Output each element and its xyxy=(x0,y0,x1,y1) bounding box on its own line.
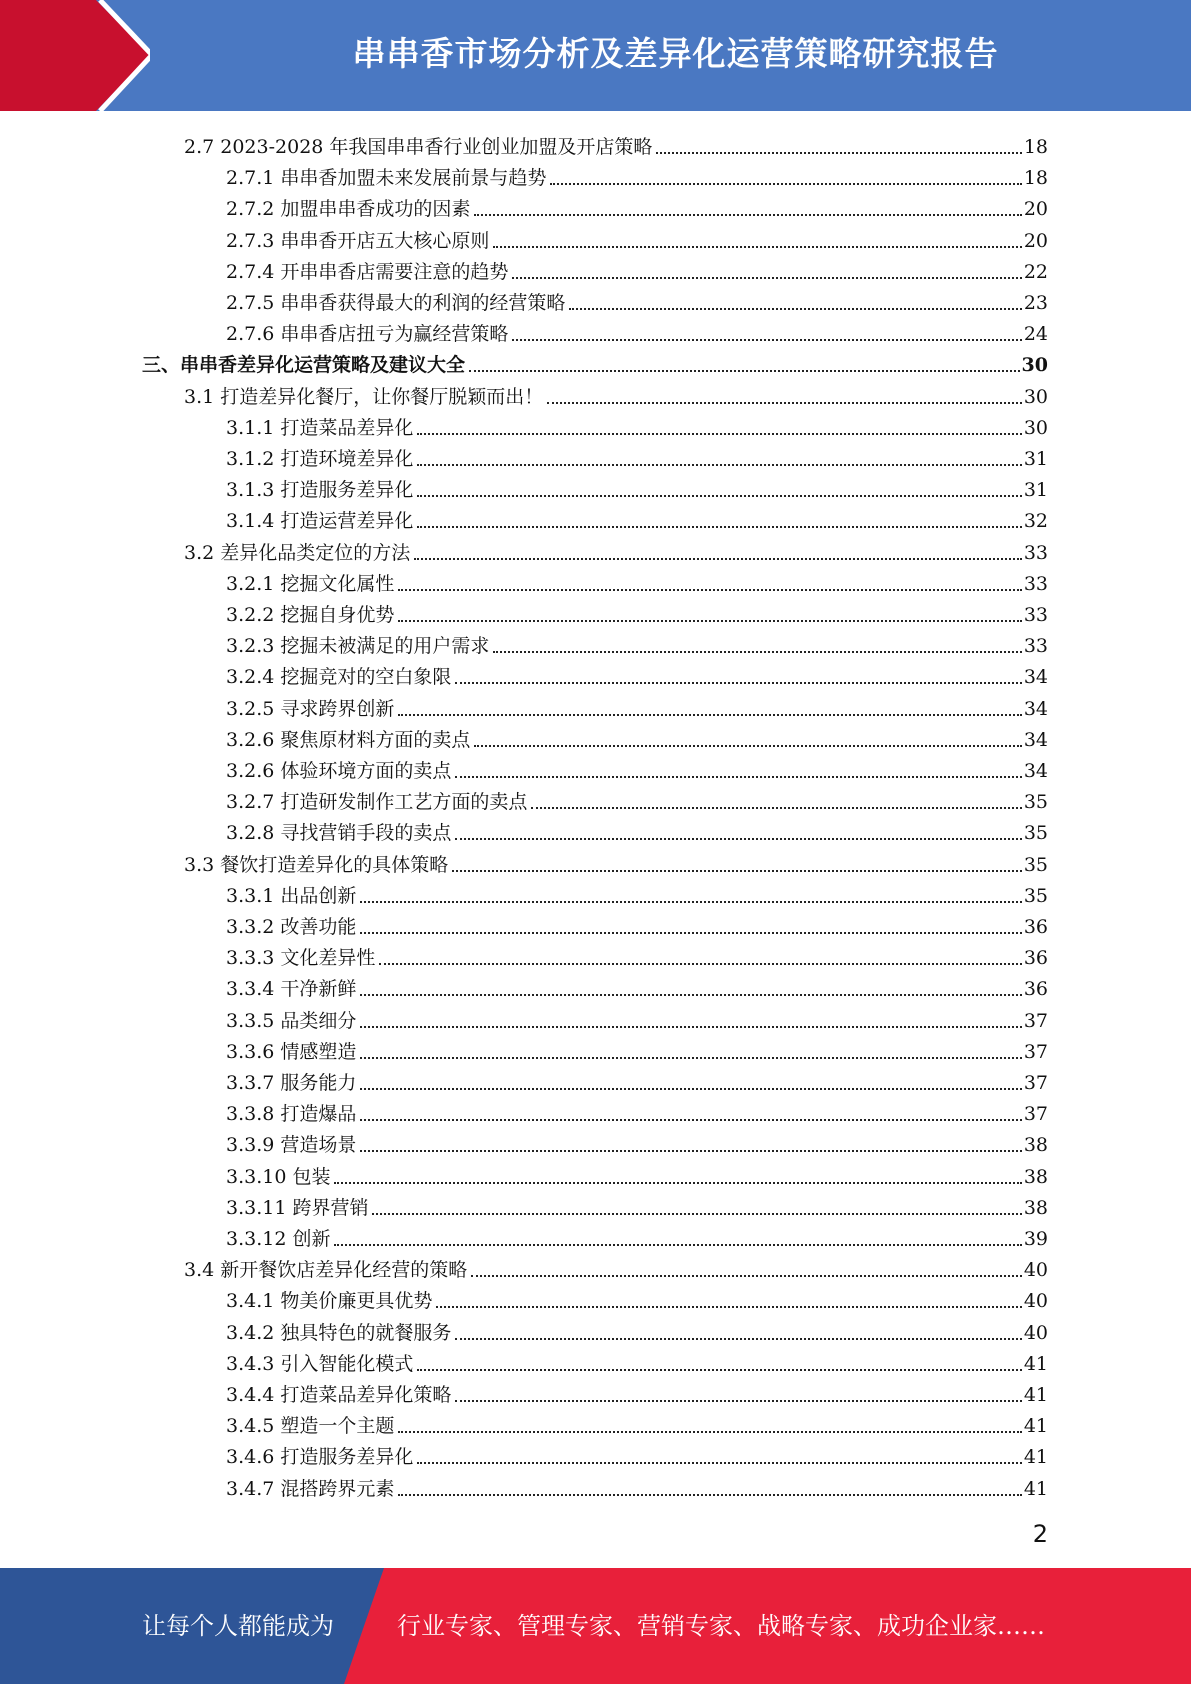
toc-entry-page: 18 xyxy=(1023,167,1048,190)
toc-dot-leader xyxy=(550,183,1021,185)
toc-dot-leader xyxy=(436,1306,1021,1308)
toc-entry-page: 37 xyxy=(1023,1103,1048,1126)
toc-entry[interactable] xyxy=(226,190,1048,221)
toc-entry-label: 3.1.1 打造菜品差异化 xyxy=(226,416,414,439)
toc-entry-page: 36 xyxy=(1023,947,1048,970)
toc-entry[interactable] xyxy=(184,846,1048,877)
toc-entry[interactable] xyxy=(226,1189,1048,1220)
toc-dot-leader xyxy=(360,1119,1021,1121)
toc-dot-leader xyxy=(360,994,1021,996)
toc-entry-page: 41 xyxy=(1023,1415,1048,1438)
toc-entry-page: 37 xyxy=(1023,1072,1048,1094)
toc-entry[interactable] xyxy=(226,1345,1048,1376)
toc-dot-leader xyxy=(512,339,1021,341)
toc-entry-label: 3.2.2 挖掘自身优势 xyxy=(226,604,395,626)
toc-entry-label: 3.1.2 打造环境差异化 xyxy=(226,448,414,470)
toc-dot-leader xyxy=(360,901,1021,903)
toc-dot-leader xyxy=(398,589,1021,591)
toc-entry[interactable] xyxy=(226,284,1048,315)
toc-entry-page: 37 xyxy=(1023,1040,1048,1063)
toc-dot-leader xyxy=(531,807,1021,809)
toc-dot-leader xyxy=(474,745,1021,747)
toc-dot-leader xyxy=(398,1494,1021,1496)
toc-entry-label: 3.2.6 体验环境方面的卖点 xyxy=(226,760,452,782)
toc-dot-leader xyxy=(512,277,1021,279)
toc-dot-leader xyxy=(398,1431,1021,1433)
toc-entry[interactable] xyxy=(226,315,1048,346)
toc-entry-label: 3.4.6 打造服务差异化 xyxy=(226,1446,414,1469)
toc-entry-page: 33 xyxy=(1023,635,1048,658)
toc-entry[interactable] xyxy=(226,565,1048,596)
toc-dot-leader xyxy=(414,558,1022,560)
toc-entry[interactable] xyxy=(226,596,1048,627)
toc-entry-label: 2.7.2 加盟串串香成功的因素 xyxy=(226,198,471,221)
toc-entry[interactable] xyxy=(226,253,1048,284)
toc-dot-leader xyxy=(360,932,1021,934)
toc-entry[interactable] xyxy=(226,1002,1048,1033)
toc-entry-label: 2.7.3 串串香开店五大核心原则 xyxy=(226,229,490,252)
toc-entry-label: 2.7.4 开串串香店需要注意的趋势 xyxy=(226,260,509,283)
toc-dot-leader xyxy=(569,308,1021,310)
toc-entry[interactable] xyxy=(226,1470,1048,1501)
toc-entry[interactable] xyxy=(226,409,1048,440)
toc-entry-label: 3.2.7 打造研发制作工艺方面的卖点 xyxy=(226,791,528,814)
toc-entry-label: 2.7.6 串串香店扭亏为赢经营策略 xyxy=(226,323,509,346)
toc-entry[interactable] xyxy=(184,128,1048,159)
toc-entry-page: 24 xyxy=(1023,323,1048,346)
toc-entry-page: 30 xyxy=(1023,385,1048,408)
toc-entry-page: 40 xyxy=(1023,1290,1048,1313)
toc-dot-leader xyxy=(360,1057,1021,1059)
toc-entry[interactable] xyxy=(226,752,1048,783)
toc-entry[interactable] xyxy=(184,534,1048,565)
toc-entry-label: 3.2.4 挖掘竞对的空白象限 xyxy=(226,666,452,689)
toc-entry-page: 31 xyxy=(1023,479,1048,502)
toc-entry-page: 40 xyxy=(1023,1259,1048,1282)
toc-entry-page: 40 xyxy=(1023,1321,1048,1344)
toc-entry-page: 22 xyxy=(1023,260,1048,283)
toc-entry-page: 41 xyxy=(1023,1446,1048,1469)
toc-entry-page: 30 xyxy=(1023,416,1048,439)
toc-dot-leader xyxy=(334,1244,1021,1246)
toc-entry[interactable] xyxy=(226,1282,1048,1313)
toc-dot-leader xyxy=(417,464,1021,466)
toc-entry-page: 34 xyxy=(1023,760,1048,782)
toc-entry[interactable] xyxy=(226,1158,1048,1189)
toc-entry[interactable] xyxy=(226,877,1048,908)
toc-dot-leader xyxy=(417,1462,1021,1464)
toc-entry-label: 3.4.3 引入智能化模式 xyxy=(226,1352,414,1375)
toc-entry-label: 3.3.7 服务能力 xyxy=(226,1072,357,1094)
toc-entry[interactable] xyxy=(226,1314,1048,1345)
toc-entry-label: 3.3.9 营造场景 xyxy=(226,1134,357,1157)
toc-entry-page: 33 xyxy=(1023,541,1048,564)
toc-entry[interactable] xyxy=(142,346,1048,377)
toc-entry[interactable] xyxy=(226,502,1048,533)
toc-dot-leader xyxy=(417,526,1021,528)
toc-entry-label: 3.3.12 创新 xyxy=(226,1228,331,1250)
toc-entry-label: 2.7.5 串串香获得最大的利润的经营策略 xyxy=(226,292,566,314)
toc-entry-page: 35 xyxy=(1023,791,1048,814)
toc-dot-leader xyxy=(474,214,1021,216)
toc-entry-page: 32 xyxy=(1023,510,1048,533)
toc-entry-label: 3.3.8 打造爆品 xyxy=(226,1103,357,1126)
toc-dot-leader xyxy=(398,714,1021,716)
toc-entry-page: 35 xyxy=(1023,822,1048,845)
toc-dot-leader xyxy=(469,370,1020,372)
toc-entry-label: 3.2.3 挖掘未被满足的用户需求 xyxy=(226,635,490,658)
toc-dot-leader xyxy=(656,152,1021,154)
toc-dot-leader xyxy=(417,433,1021,435)
toc-entry-label: 3.3.6 情感塑造 xyxy=(226,1040,357,1063)
toc-entry-page: 35 xyxy=(1023,884,1048,907)
toc-entry-label: 3.3.1 出品创新 xyxy=(226,884,357,907)
toc-entry-label: 3.3.4 干净新鲜 xyxy=(226,978,357,1001)
toc-entry-page: 41 xyxy=(1023,1352,1048,1375)
toc-entry-label: 3.4.4 打造菜品差异化策略 xyxy=(226,1384,452,1406)
toc-entry-label: 3.2.5 寻求跨界创新 xyxy=(226,697,395,720)
toc-entry-label: 3.2 差异化品类定位的方法 xyxy=(184,541,411,564)
toc-entry[interactable] xyxy=(226,939,1048,970)
toc-entry[interactable] xyxy=(226,1126,1048,1157)
toc-entry[interactable] xyxy=(226,970,1048,1001)
toc-entry[interactable] xyxy=(184,378,1048,409)
toc-entry-label: 3.1.3 打造服务差异化 xyxy=(226,479,414,502)
toc-entry[interactable] xyxy=(226,1438,1048,1469)
toc-entry[interactable] xyxy=(226,222,1048,253)
toc-entry-page: 35 xyxy=(1023,853,1048,876)
toc-entry[interactable] xyxy=(226,908,1048,939)
toc-entry-page: 36 xyxy=(1023,978,1048,1001)
toc-entry-label: 3.2.1 挖掘文化属性 xyxy=(226,572,395,595)
toc-dot-leader xyxy=(455,682,1021,684)
toc-entry[interactable] xyxy=(226,471,1048,502)
toc-entry[interactable] xyxy=(226,1220,1048,1251)
toc-entry[interactable] xyxy=(226,783,1048,814)
toc-entry-page: 34 xyxy=(1023,728,1048,751)
toc-entry[interactable] xyxy=(226,690,1048,721)
toc-entry-page: 18 xyxy=(1023,136,1048,158)
toc-entry-page: 38 xyxy=(1023,1165,1048,1188)
toc-entry[interactable] xyxy=(226,159,1048,190)
toc-entry-page: 38 xyxy=(1023,1196,1048,1219)
page-number: 2 xyxy=(1032,1520,1048,1548)
toc-entry-page: 31 xyxy=(1023,448,1048,470)
toc-entry-label: 3.3.2 改善功能 xyxy=(226,916,357,938)
toc-entry-page: 33 xyxy=(1023,572,1048,595)
toc-entry-label: 3.3.10 包装 xyxy=(226,1165,331,1188)
toc-entry[interactable] xyxy=(226,814,1048,845)
toc-dot-leader xyxy=(379,963,1021,965)
toc-entry-label: 2.7 2023-2028 年我国串串香行业创业加盟及开店策略 xyxy=(184,136,653,158)
toc-dot-leader xyxy=(471,1275,1022,1277)
toc-entry-page: 34 xyxy=(1023,666,1048,689)
toc-dot-leader xyxy=(398,620,1021,622)
toc-entry-label: 3.2.8 寻找营销手段的卖点 xyxy=(226,822,452,845)
toc-entry[interactable] xyxy=(226,658,1048,689)
toc-dot-leader xyxy=(360,1026,1021,1028)
report-footer xyxy=(0,1568,1191,1684)
toc-entry-page: 20 xyxy=(1023,229,1048,252)
toc-entry-page: 20 xyxy=(1023,198,1048,221)
toc-entry[interactable] xyxy=(226,1095,1048,1126)
footer-slogan-right: 行业专家、管理专家、营销专家、战略专家、成功企业家…… xyxy=(397,1612,1045,1640)
toc-entry-page: 41 xyxy=(1023,1384,1048,1406)
toc-dot-leader xyxy=(455,838,1021,840)
toc-dot-leader xyxy=(417,1369,1021,1371)
toc-entry[interactable] xyxy=(226,1376,1048,1407)
toc-entry-page: 30 xyxy=(1021,354,1048,377)
toc-entry-page: 41 xyxy=(1023,1477,1048,1500)
toc-entry-page: 36 xyxy=(1023,916,1048,938)
toc-entry-label: 3.3.5 品类细分 xyxy=(226,1009,357,1032)
toc-entry-label: 3.4.2 独具特色的就餐服务 xyxy=(226,1321,452,1344)
toc-entry-page: 34 xyxy=(1023,697,1048,720)
toc-entry-label: 3.3.11 跨界营销 xyxy=(226,1196,369,1219)
toc-dot-leader xyxy=(452,870,1022,872)
toc-dot-leader xyxy=(455,1338,1021,1340)
toc-entry-label: 三、串串香差异化运营策略及建议大全 xyxy=(142,354,466,377)
footer-slogan-left: 让每个人都能成为 xyxy=(142,1612,334,1640)
toc-dot-leader xyxy=(360,1150,1021,1152)
toc-entry-label: 3.4.5 塑造一个主题 xyxy=(226,1415,395,1438)
toc-entry[interactable] xyxy=(226,1033,1048,1064)
toc-entry-label: 2.7.1 串串香加盟未来发展前景与趋势 xyxy=(226,167,547,190)
toc-entry-label: 3.4 新开餐饮店差异化经营的策略 xyxy=(184,1259,468,1282)
toc-dot-leader xyxy=(455,776,1021,778)
toc-entry-page: 38 xyxy=(1023,1134,1048,1157)
toc-entry-page: 23 xyxy=(1023,292,1048,314)
toc-entry-page: 39 xyxy=(1023,1228,1048,1250)
toc-dot-leader xyxy=(493,651,1021,653)
toc-entry-label: 3.3 餐饮打造差异化的具体策略 xyxy=(184,853,449,876)
toc-entry[interactable] xyxy=(184,1251,1048,1282)
toc-dot-leader xyxy=(455,1400,1021,1402)
toc-entry-label: 3.1 打造差异化餐厅，让你餐厅脱颖而出！ xyxy=(184,385,544,408)
toc-entry[interactable] xyxy=(226,721,1048,752)
report-header xyxy=(0,0,1191,111)
toc-dot-leader xyxy=(547,402,1022,404)
toc-entry-label: 3.1.4 打造运营差异化 xyxy=(226,510,414,533)
report-title: 串串香市场分析及差异化运营策略研究报告 xyxy=(352,34,999,73)
toc-entry[interactable] xyxy=(226,1064,1048,1095)
toc-entry-label: 3.4.7 混搭跨界元素 xyxy=(226,1477,395,1500)
toc-entry-label: 3.2.6 聚焦原材料方面的卖点 xyxy=(226,728,471,751)
toc-entry-label: 3.4.1 物美价廉更具优势 xyxy=(226,1290,433,1313)
toc-dot-leader xyxy=(417,495,1021,497)
toc-entry[interactable] xyxy=(226,440,1048,471)
toc-entry-page: 33 xyxy=(1023,604,1048,626)
toc-dot-leader xyxy=(493,246,1021,248)
toc-entry[interactable] xyxy=(226,1407,1048,1438)
toc-entry-page: 37 xyxy=(1023,1009,1048,1032)
toc-dot-leader xyxy=(360,1088,1021,1090)
toc-dot-leader xyxy=(334,1182,1021,1184)
toc-entry-label: 3.3.3 文化差异性 xyxy=(226,947,376,970)
toc-dot-leader xyxy=(372,1213,1021,1215)
toc-entry[interactable] xyxy=(226,627,1048,658)
